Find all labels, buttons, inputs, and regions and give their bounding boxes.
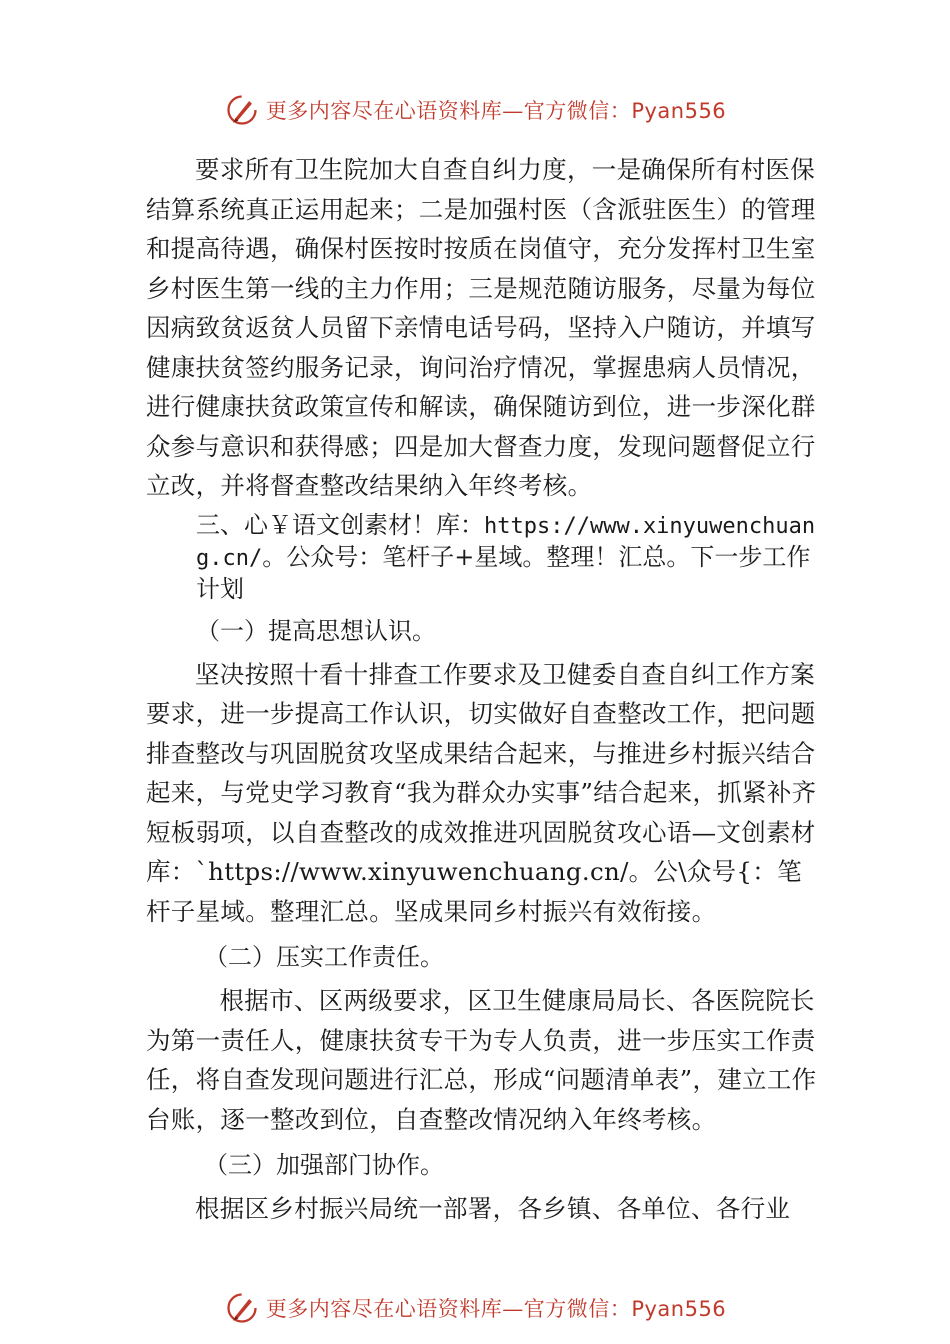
paragraph-coordination: 根据区乡村振兴局统一部署，各乡镇、各单位、各行业 [195, 1194, 791, 1223]
banner-label: 更多内容尽在心语资料库—官方微信： [265, 1297, 632, 1321]
paragraph-self-check: 要求所有卫生院加大自查自纠力度，一是确保所有村医保结算系统真正运用起来；二是加强村医（含派驻医生）的管理和提高待遇，确保村医按时按质在岗值守，充分发挥村卫生室乡村医生第一线的主力作用；三是规范随访服务，尽量为每位因病致贫返贫人员留下亲情电话号码，坚持入户随访，并填写健康扶贫签约服务记录，询问治疗情况，掌握患病人员情况，进行健康扶贫政策宣传和解读，确保随访到位，进一步深化群众参与意识和获得感；四是加大督查力度，发现问题督促立行立改，并将督查整改结果纳入年终考核。 [146, 155, 816, 500]
banner-handle: Pyan556 [631, 99, 727, 123]
pen-logo-icon [224, 92, 260, 128]
banner-text [266, 95, 726, 125]
heading-part-2: 。公众号：笔杆子+星域。整理！汇总。下一步工作计划 [196, 542, 811, 603]
paragraph-responsibility: 根据市、区两级要求，区卫生健康局局长、各医院院长为第一责任人，健康扶贫专干为专人负责，进一步压实工作责任，将自查发现问题进行汇总，形成“问题清单表”，建立工作台账，逐一整改到位，自查整改情况纳入年终考核。 [146, 986, 817, 1134]
banner-label: 更多内容尽在心语资料库—官方微信： [265, 99, 632, 123]
heading-part-1: 三、心￥语文创素材！库： [196, 510, 484, 539]
footer-banner [0, 1290, 950, 1326]
heading-url: https://www.xinyuwenchuang.cn/ [196, 513, 816, 571]
banner-text [266, 1293, 726, 1323]
pen-logo-icon [224, 1290, 260, 1326]
subheading-responsibility: （二）压实工作责任。 [204, 943, 444, 971]
section-heading-next-plan [146, 510, 826, 605]
paragraph-raise-awareness: 坚决按照十看十排查工作要求及卫健委自查自纠工作方案要求，进一步提高工作认识，切实做好自查整改工作，把问题排查整改与巩固脱贫攻坚成果结合起来，与推进乡村振兴结合起来，与党史学习教育“我为群众办实事”结合起来，抓紧补齐短板弱项，以自查整改的成效推进巩固脱贫攻心语—文创素材库：`https://www.xinyuwenchuang.cn/。公\众号{：笔杆子星域。整理汇总。坚成果同乡村振兴有效衔接。 [146, 659, 817, 926]
document-body [146, 148, 826, 1229]
banner-handle: Pyan556 [631, 1297, 727, 1321]
header-banner [0, 92, 950, 128]
subheading-raise-awareness: （一）提高思想认识。 [196, 616, 436, 645]
subheading-coordination: （三）加强部门协作。 [204, 1151, 444, 1179]
